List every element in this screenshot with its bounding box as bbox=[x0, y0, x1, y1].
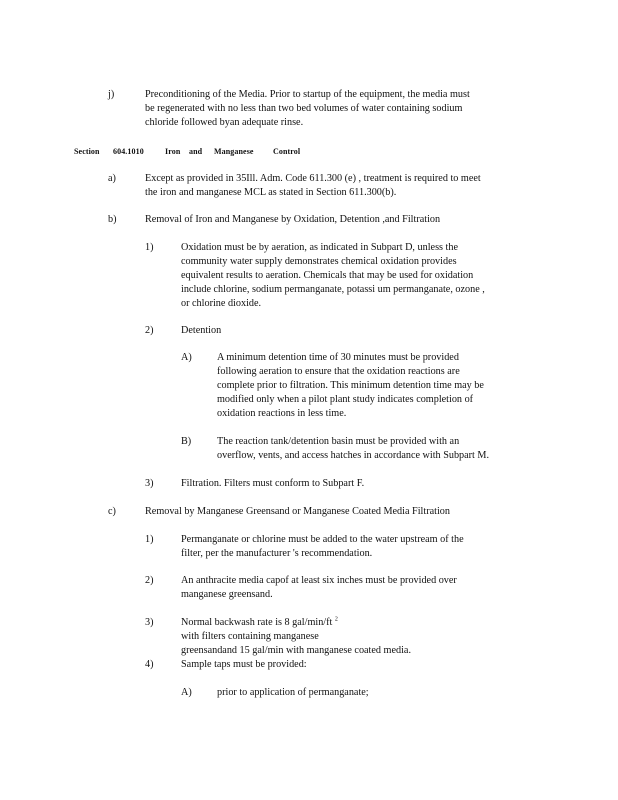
item-b1-label: 1) bbox=[145, 242, 154, 253]
item-b2b-text bbox=[217, 435, 536, 463]
item-b-heading: Removal of Iron and Manganese by Oxidation, Detention ,and Filtration bbox=[145, 214, 441, 225]
item-b2a-line: modified only when a pilot plant study indicates completion of bbox=[217, 394, 474, 405]
section-prefix: Section bbox=[74, 147, 100, 156]
item-c1-line: filter, per the manufacturer 's recommendation. bbox=[181, 548, 373, 559]
item-b2-heading: Detention bbox=[181, 325, 222, 336]
item-b-label: b) bbox=[108, 214, 117, 225]
item-a-line: the iron and manganese MCL as stated in Section 611.300(b). bbox=[145, 187, 397, 198]
item-c1-text bbox=[181, 533, 515, 561]
item-b2a-line: A minimum detention time of 30 minutes must be provided bbox=[217, 352, 459, 363]
item-b1-line: include chlorine, sodium permanganate, potassi um permanganate, ozone , bbox=[181, 284, 485, 295]
item-b1-line: or chlorine dioxide. bbox=[181, 298, 262, 309]
item-b3-label: 3) bbox=[145, 478, 154, 489]
item-b2b-line: The reaction tank/detention basin must be provided with an bbox=[217, 436, 460, 447]
item-a-label: a) bbox=[108, 173, 116, 184]
item-b2-label: 2) bbox=[145, 325, 154, 336]
item-b2a-text bbox=[217, 351, 536, 421]
item-b2a-line: complete prior to filtration. This minimum detention time may be bbox=[217, 380, 484, 391]
item-c3-line1-a: Normal backwash rate is 8 gal/min/ft bbox=[181, 617, 333, 628]
item-b2b-line: overflow, vents, and access hatches in accordance with Subpart M. bbox=[217, 450, 490, 461]
item-c4a-text: prior to application of permanganate; bbox=[217, 687, 369, 698]
item-b2a-line: oxidation reactions in less time. bbox=[217, 408, 347, 419]
item-c4-label: 4) bbox=[145, 659, 154, 670]
item-c2-text bbox=[181, 574, 505, 602]
item-c3-line1-b: with filters containing manganese bbox=[181, 631, 319, 642]
section-title-word: and bbox=[189, 147, 203, 156]
item-c3-text bbox=[181, 616, 518, 658]
item-c3-line bbox=[181, 616, 518, 630]
item-c-heading: Removal by Manganese Greensand or Manganese Coated Media Filtration bbox=[145, 506, 450, 517]
item-b1-line: equivalent results to aeration. Chemicals that may be used for oxidation bbox=[181, 270, 474, 281]
item-j-line: Preconditioning of the Media. Prior to startup of the equipment, the media must bbox=[145, 89, 470, 100]
item-c3-label: 3) bbox=[145, 617, 154, 628]
item-c3-line: greensandand 15 gal/min with manganese coated media. bbox=[181, 645, 411, 656]
item-c4a-label: A) bbox=[181, 687, 192, 698]
item-c1-label: 1) bbox=[145, 534, 154, 545]
section-number: 604.1010 bbox=[113, 147, 144, 156]
item-c2-line: An anthracite media capof at least six inches must be provided over bbox=[181, 575, 457, 586]
item-c-label: c) bbox=[108, 506, 116, 517]
item-b2b-label: B) bbox=[181, 436, 192, 447]
item-b2a-line: following aeration to ensure that the oxidation reactions are bbox=[217, 366, 460, 377]
item-j-label: j) bbox=[108, 89, 115, 100]
item-j-text bbox=[145, 88, 522, 130]
item-b2a-label: A) bbox=[181, 352, 192, 363]
item-b1-line: Oxidation must be by aeration, as indicated in Subpart D, unless the bbox=[181, 242, 458, 253]
item-a-line: Except as provided in 35Ill. Adm. Code 611.300 (e) , treatment is required to meet bbox=[145, 173, 481, 184]
item-c1-line: Permanganate or chlorine must be added to the water upstream of the bbox=[181, 534, 464, 545]
item-c4-heading: Sample taps must be provided: bbox=[181, 659, 307, 670]
item-b1-text bbox=[181, 241, 536, 311]
item-b3-text: Filtration. Filters must conform to Subpart F. bbox=[181, 478, 365, 489]
item-c2-line: manganese greensand. bbox=[181, 589, 273, 600]
item-j-line: chloride followed byan adequate rinse. bbox=[145, 117, 304, 128]
item-a-text bbox=[145, 172, 535, 200]
section-title-word: Iron bbox=[165, 147, 181, 156]
section-title-word: Control bbox=[273, 147, 301, 156]
item-j-line: be regenerated with no less than two bed volumes of water containing sodium bbox=[145, 103, 463, 114]
superscript-two: 2 bbox=[334, 616, 338, 623]
section-title-word: Manganese bbox=[214, 147, 254, 156]
item-b1-line: community water supply demonstrates chemical oxidation provides bbox=[181, 256, 457, 267]
item-c2-label: 2) bbox=[145, 575, 154, 586]
